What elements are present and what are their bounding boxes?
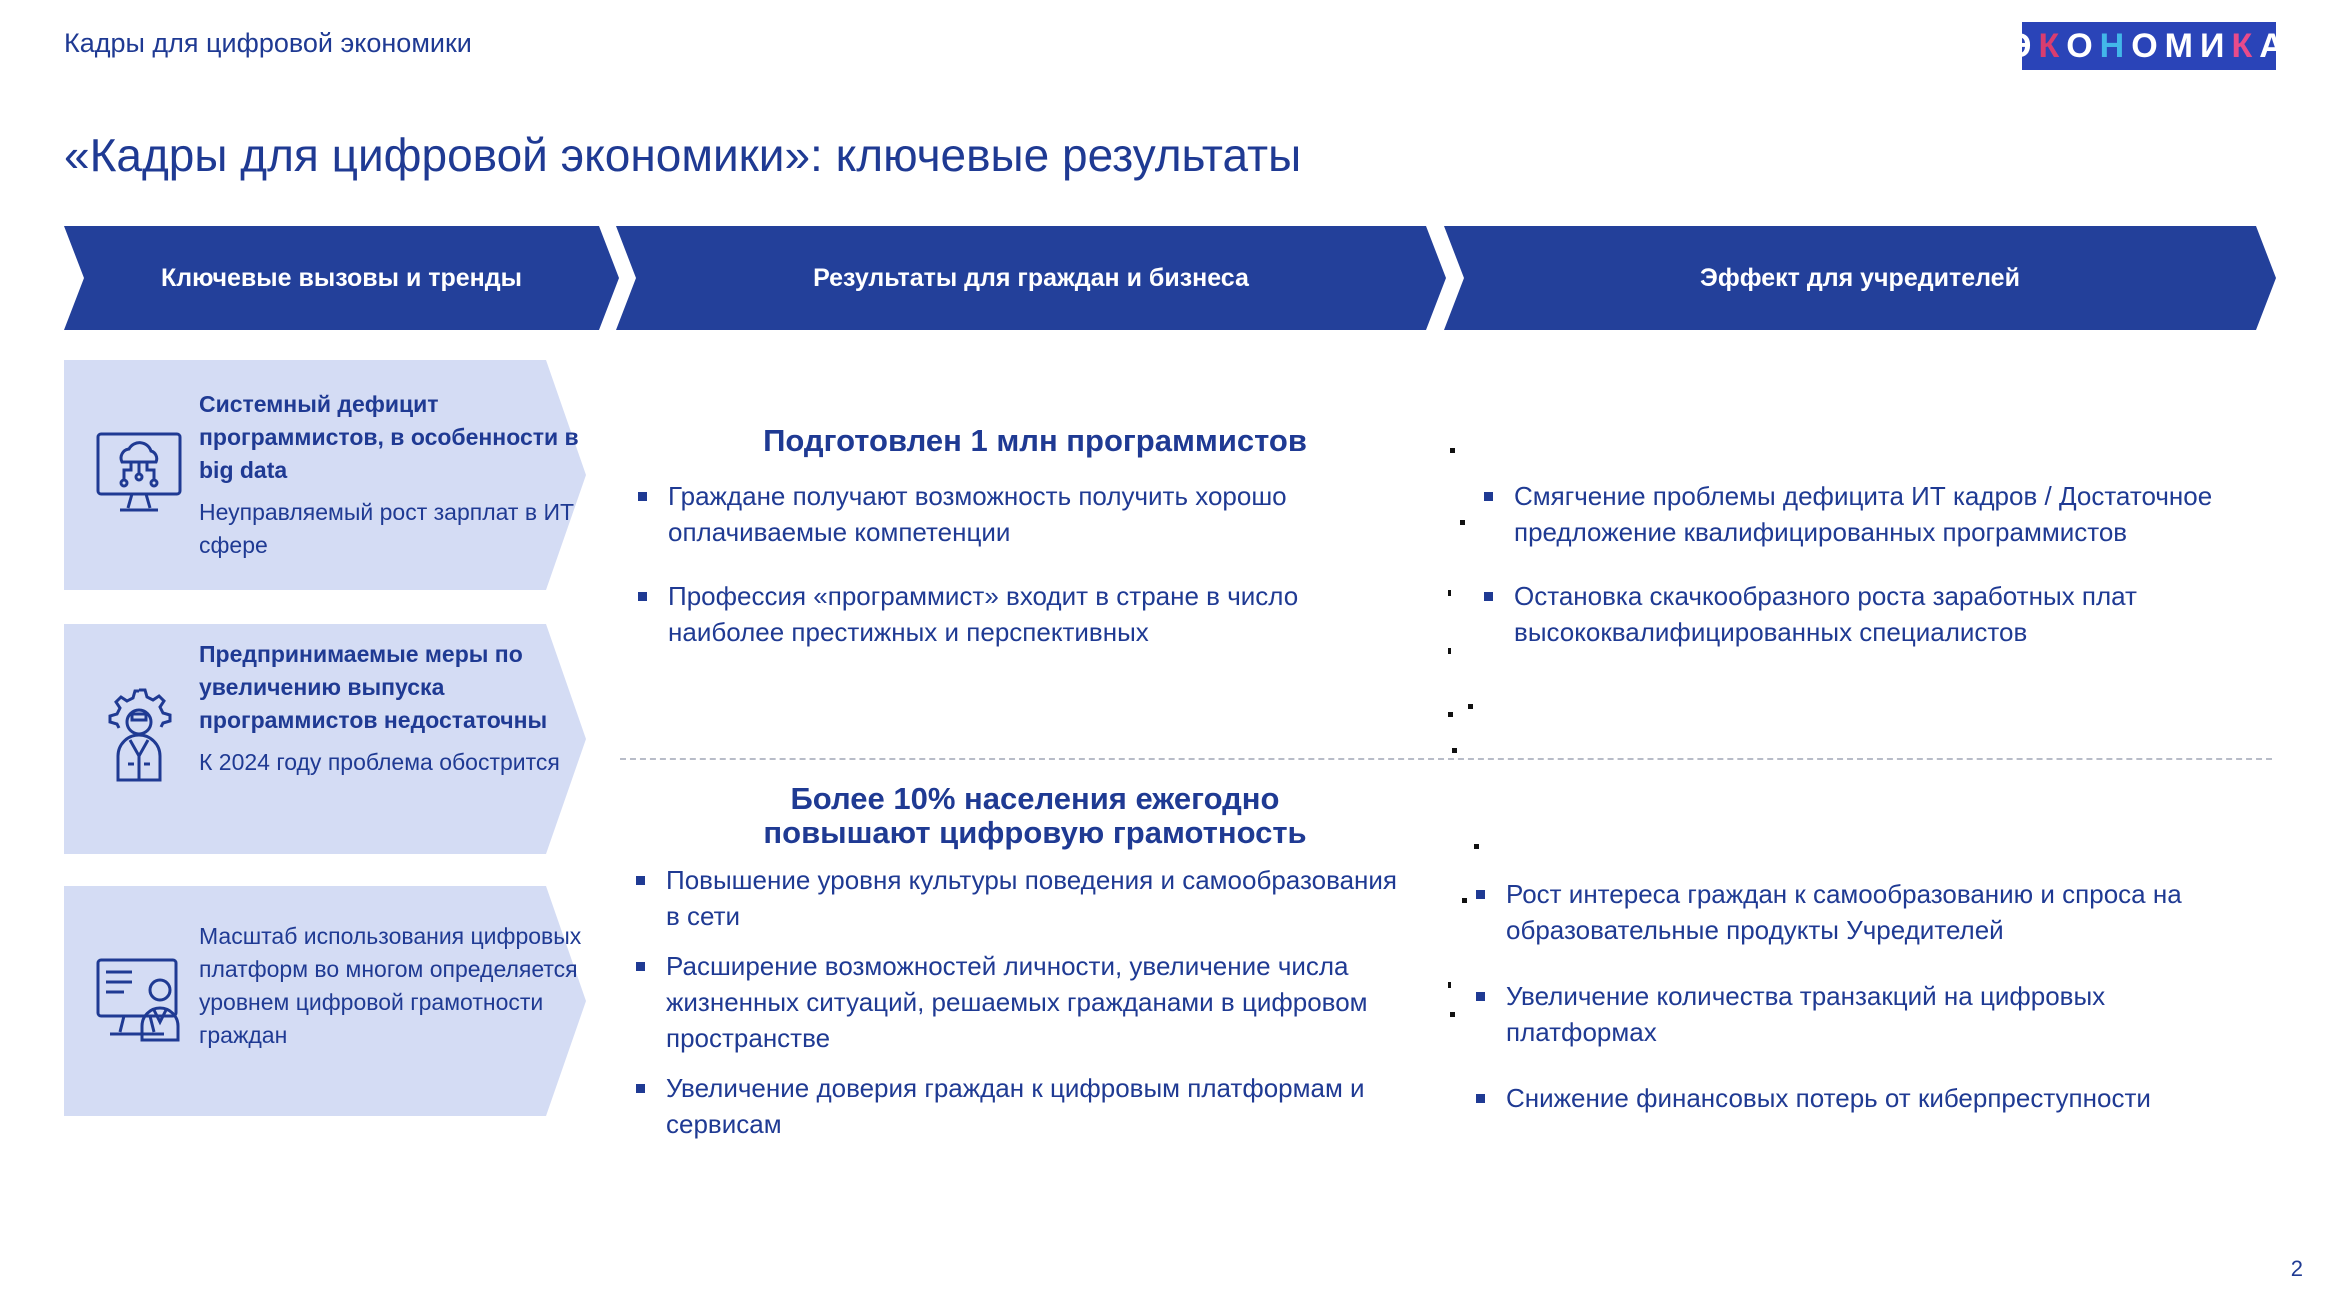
column-header-effects (1444, 226, 2276, 330)
list-item: Расширение возможностей личности, увеличение числа жизненных ситуаций, решаемых гражданами в цифровом пространстве (634, 948, 1414, 1056)
list-item: Профессия «программист» входит в стране в число наиболее престижных и перспективных (636, 578, 1356, 650)
artifact-mark (1448, 712, 1453, 717)
challenge-detail: Масштаб использования цифровых платформ во многом определяется уровнем цифровой грамотности граждан (199, 923, 582, 1048)
artifact-mark (1460, 520, 1465, 525)
result-heading: Более 10% населения ежегодно повышают цифровую грамотность (763, 781, 1307, 850)
artifact-mark (1450, 448, 1455, 453)
column-header-label: Ключевые вызовы и тренды (160, 263, 523, 292)
list-item: Увеличение количества транзакций на цифровых платформах (1474, 978, 2254, 1050)
challenge-detail: К 2024 году проблема обострится (199, 749, 560, 775)
artifact-mark (1448, 590, 1451, 596)
list-item: Рост интереса граждан к самообразованию и спроса на образовательные продукты Учредителей (1474, 876, 2254, 948)
artifact-mark (1468, 704, 1473, 709)
artifact-mark (1450, 1012, 1455, 1017)
challenge-title: Системный дефицит программистов, в особенности в big data (199, 391, 579, 483)
list-item: Повышение уровня культуры поведения и самообразования в сети (634, 862, 1414, 934)
list-item: Граждане получают возможность получить хорошо оплачиваемые компетенции (636, 478, 1356, 550)
section-divider (620, 758, 2272, 760)
column-header-label: Результаты для граждан и бизнеса (813, 263, 1249, 292)
page-number: 2 (2290, 1256, 2303, 1281)
result-bullets (636, 478, 1356, 650)
result-bullets (634, 862, 1414, 1142)
challenge-card (64, 360, 586, 590)
list-item: Смягчение проблемы дефицита ИТ кадров / Достаточное предложение квалифицированных программистов (1482, 478, 2262, 550)
column-header-results (616, 226, 1446, 330)
effect-bullets (1474, 876, 2254, 1116)
page-title: «Кадры для цифровой экономики»: ключевые результаты (64, 129, 1302, 181)
cloud-network-monitor-icon (94, 428, 184, 518)
column-header-challenges (64, 226, 619, 330)
artifact-mark (1448, 982, 1451, 988)
challenge-card (64, 624, 586, 854)
challenge-title: Предпринимаемые меры по увеличению выпуска программистов недостаточны (199, 641, 548, 733)
column-header-label: Эффект для учредителей (1700, 263, 2020, 292)
artifact-mark (1474, 844, 1479, 849)
economica-logo: Э К О Н ОМИ К А (2022, 22, 2276, 70)
header-subtitle: Кадры для цифровой экономики (64, 28, 472, 58)
engineer-gear-icon (94, 684, 184, 784)
effect-bullets (1482, 478, 2262, 650)
challenge-card (64, 886, 586, 1116)
result-heading: Подготовлен 1 млн программистов (763, 423, 1307, 458)
challenge-detail: Неуправляемый рост зарплат в ИТ сфере (199, 499, 575, 558)
artifact-mark (1452, 748, 1457, 753)
list-item: Увеличение доверия граждан к цифровым платформам и сервисам (634, 1070, 1414, 1142)
list-item: Снижение финансовых потерь от киберпреступности (1474, 1080, 2254, 1116)
artifact-mark (1448, 648, 1451, 654)
list-item: Остановка скачкообразного роста заработных плат высококвалифицированных специалистов (1482, 578, 2262, 650)
online-user-monitor-icon (94, 956, 186, 1042)
artifact-mark (1462, 898, 1467, 903)
